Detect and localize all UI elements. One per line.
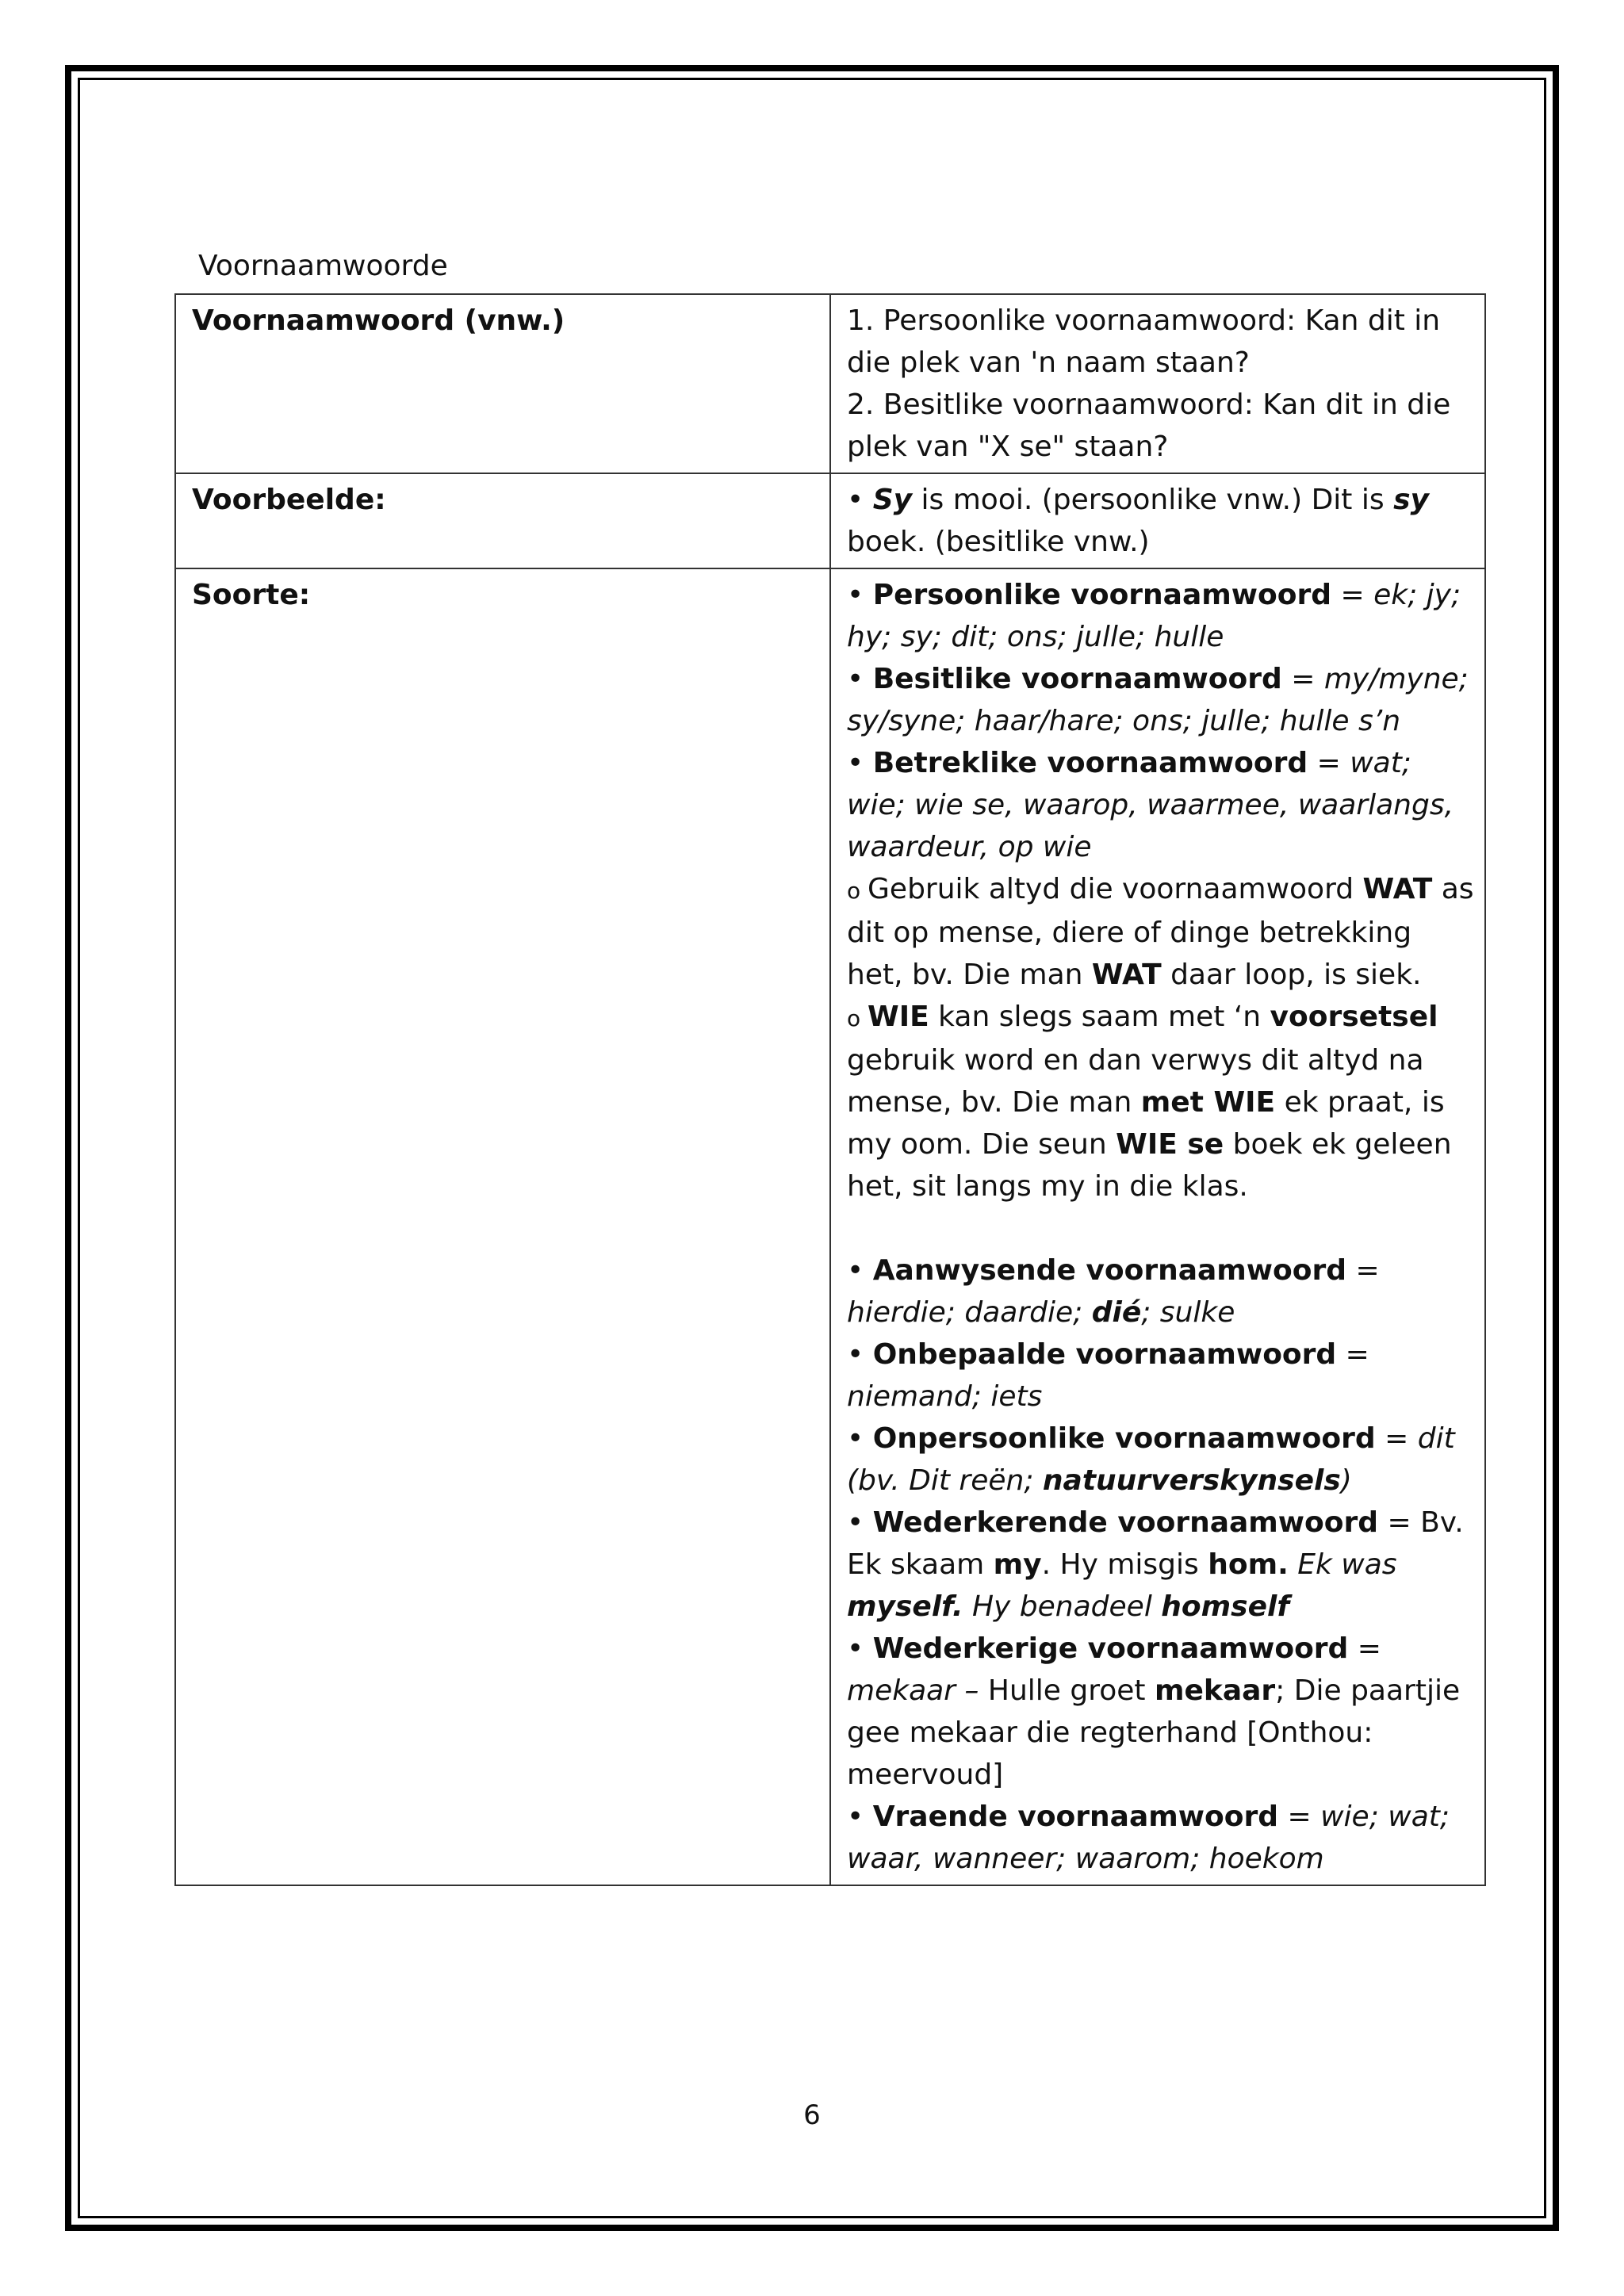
kind-name: Betreklike voornaamwoord — [872, 747, 1308, 779]
table-row — [175, 473, 1485, 568]
equals: = — [1331, 579, 1374, 611]
note-text: Gebruik altyd die voornaamwoord — [868, 873, 1363, 905]
kind-examples: ; sulke — [1141, 1296, 1235, 1329]
kind-examples: hierdie; daardie; — [847, 1296, 1092, 1329]
kind-text: ; Die paartjie gee mekaar die regterhand [Onthou: meervoud] — [847, 1674, 1461, 1791]
kind-item-wederkerend: • Wederkerende voornaamwoord = Bv. Ek skaam my. Hy misgis hom. Ek was myself. Hy benadeel homself — [847, 1506, 1464, 1623]
equals: = — [1375, 1422, 1418, 1455]
table-row — [175, 568, 1485, 1885]
kind-examples: wat; wie; wie se, waarop, waarmee, waarlangs, waardeur, op wie — [847, 747, 1454, 863]
kind-examples: my/myne; sy/syne; haar/hare; ons; julle; hulle s’n — [847, 663, 1469, 737]
bullet: • — [847, 484, 864, 516]
definition-line: 2. Besitlike voornaamwoord: Kan dit in die plek van "X se" staan? — [847, 388, 1451, 463]
note-text: as dit op mense, diere of dinge betrekking het, bv. Die man — [847, 873, 1474, 991]
equals: = — [1281, 663, 1324, 695]
kind-name: Vraende voornaamwoord — [872, 1800, 1279, 1833]
note-wat — [847, 868, 1475, 996]
emphasis: voorsetsel — [1270, 1001, 1438, 1033]
spacer — [847, 1207, 1475, 1249]
example-cell — [830, 473, 1485, 568]
kind-examples: mekaar – — [847, 1674, 979, 1707]
row-label: Voornaamwoord (vnw.) — [175, 294, 830, 473]
kind-name: Onbepaalde voornaamwoord — [872, 1338, 1337, 1371]
emphasis: myself. — [847, 1590, 963, 1623]
page-number: 6 — [803, 2099, 821, 2131]
emphasis: WIE — [868, 1001, 929, 1033]
emphasis: natuurverskynsels — [1042, 1464, 1341, 1497]
row-label: Voorbeelde: — [175, 473, 830, 568]
note-text: ek praat, is my oom. Die seun — [847, 1086, 1445, 1161]
emphasis: met WIE — [1140, 1086, 1276, 1119]
kind-examples: dit (bv. Dit reën; — [847, 1422, 1455, 1497]
definition-cell — [830, 294, 1485, 473]
kind-name: Wederkerige voornaamwoord — [872, 1632, 1349, 1665]
kind-text: Hy benadeel — [963, 1590, 1162, 1623]
example-word: sy — [1393, 484, 1429, 516]
kind-item-persoonlik: • Persoonlike voornaamwoord = ek; jy; hy; sy; dit; ons; julle; hulle — [847, 579, 1461, 653]
kind-examples: wie; wat; waar, wanneer; waarom; hoekom — [847, 1800, 1450, 1875]
kind-name: Aanwysende voornaamwoord — [872, 1254, 1347, 1287]
pronoun-table — [174, 293, 1486, 1886]
kind-name: Persoonlike voornaamwoord — [872, 579, 1332, 611]
note-text: daar loop, is siek. — [1161, 959, 1422, 991]
note-text: gebruik word en dan verwys dit altyd na mense, bv. Die man — [847, 1044, 1424, 1119]
equals: = — [1278, 1800, 1321, 1833]
kind-examples: ) — [1340, 1464, 1352, 1497]
emphasis: WIE se — [1116, 1128, 1224, 1161]
note-marker: o — [847, 878, 868, 904]
equals: = — [1348, 1632, 1381, 1665]
kinds-cell — [830, 568, 1485, 1885]
emphasis: mekaar — [1154, 1674, 1276, 1707]
document-title: Voornaamwoorde — [198, 250, 448, 282]
table-row — [175, 294, 1485, 473]
kind-text: . Hy misgis — [1041, 1548, 1208, 1581]
emphasis: dié — [1091, 1296, 1142, 1329]
equals: = — [1346, 1254, 1380, 1287]
kind-name: Besitlike voornaamwoord — [872, 663, 1282, 695]
equals: = — [1336, 1338, 1369, 1371]
emphasis: homself — [1161, 1590, 1289, 1623]
note-text: boek ek geleen het, sit langs my in die klas. — [847, 1128, 1452, 1203]
emphasis: WAT — [1362, 873, 1433, 905]
note-marker: o — [847, 1005, 868, 1031]
row-label: Soorte: — [175, 568, 830, 1885]
note-text: kan slegs saam met ‘n — [929, 1001, 1270, 1033]
emphasis: WAT — [1091, 959, 1162, 991]
kind-item-vraend: • Vraende voornaamwoord = wie; wat; waar, wanneer; waarom; hoekom — [847, 1800, 1450, 1875]
example-text: boek. (besitlike vnw.) — [847, 526, 1150, 558]
kind-item-onpersoonlik: • Onpersoonlike voornaamwoord = dit (bv. Dit reën; natuurverskynsels) — [847, 1422, 1455, 1497]
emphasis: hom. — [1208, 1548, 1289, 1581]
kind-name: Wederkerende voornaamwoord — [872, 1506, 1379, 1539]
kind-item-wederkerig: • Wederkerige voornaamwoord = mekaar – Hulle groet mekaar; Die paartjie gee mekaar die regterhand [Onthou: meervoud] — [847, 1632, 1461, 1791]
kind-text: Ek was — [1288, 1548, 1397, 1581]
example-text: is mooi. (persoonlike vnw.) Dit is — [912, 484, 1394, 516]
kind-text: = Bv. Ek skaam — [847, 1506, 1464, 1581]
emphasis: my — [993, 1548, 1042, 1581]
kind-item-onbepaald: • Onbepaalde voornaamwoord = niemand; iets — [847, 1338, 1369, 1413]
kind-item-besitlik: • Besitlike voornaamwoord = my/myne; sy/syne; haar/hare; ons; julle; hulle s’n — [847, 663, 1469, 737]
note-wie — [847, 996, 1475, 1207]
kind-text: Hulle groet — [979, 1674, 1155, 1707]
equals: = — [1308, 747, 1350, 779]
kind-name: Onpersoonlike voornaamwoord — [872, 1422, 1376, 1455]
definition-line: 1. Persoonlike voornaamwoord: Kan dit in die plek van 'n naam staan? — [847, 304, 1441, 379]
example-word: Sy — [872, 484, 913, 516]
kind-examples: niemand; iets — [847, 1380, 1043, 1413]
kind-item-betreklik: • Betreklike voornaamwoord = wat; wie; wie se, waarop, waarmee, waarlangs, waardeur, op wie — [847, 747, 1454, 863]
kind-examples: ek; jy; hy; sy; dit; ons; julle; hulle — [847, 579, 1461, 653]
kind-item-aanwysend: • Aanwysende voornaamwoord = hierdie; daardie; dié; sulke — [847, 1254, 1380, 1329]
